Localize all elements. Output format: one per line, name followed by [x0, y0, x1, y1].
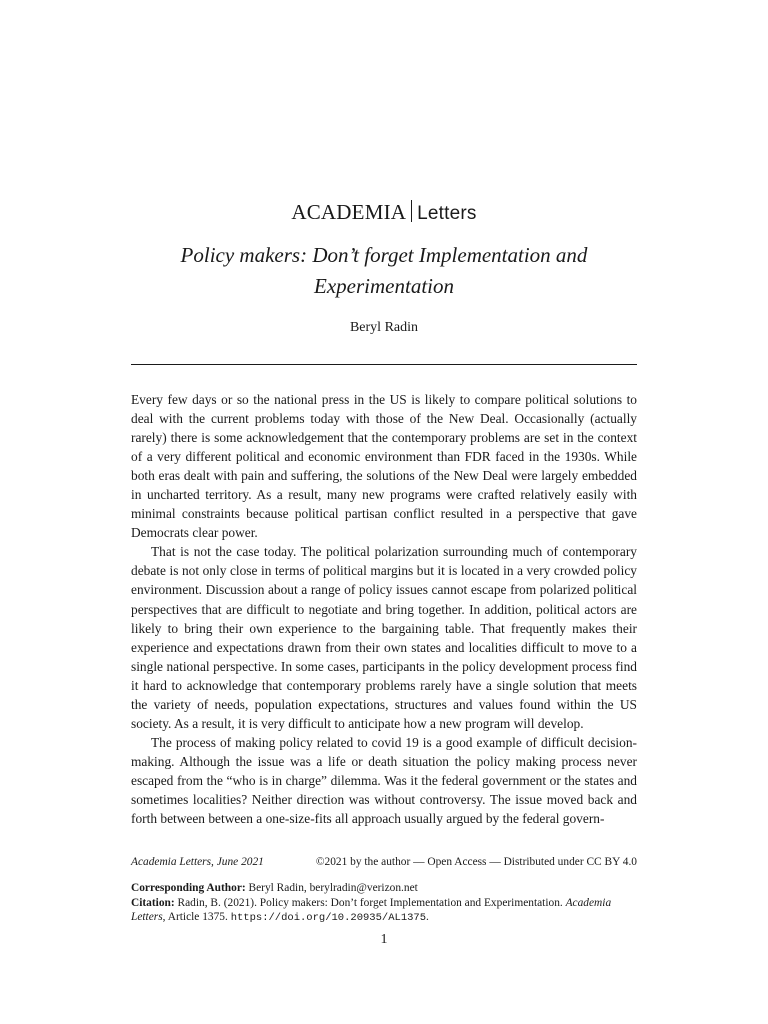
page-number: 1	[380, 932, 388, 947]
journal-header	[0, 199, 768, 227]
citation-label: Citation:	[131, 896, 175, 909]
body-text	[131, 390, 637, 828]
title-rule	[131, 364, 637, 365]
paragraph: Every few days or so the national press in the US is likely to compare political solutions to deal with the current problems today with those of the New Deal. Occasionally (actually rarely) there is some acknowledgement that the contemporary problems are set in the context of a very different political and economic environment than FDR faced in the 1930s. While both eras dealt with pain and suffering, the solutions of the New Deal were largely embedded in uncharted territory. As a result, many new programs were crafted relatively easily with minimal constraints because political partisan conflict resulted in a perspective that gave Democrats clear power.	[131, 392, 637, 541]
citation-journal: Academia Letters	[131, 896, 612, 923]
corresponding-author	[131, 881, 637, 896]
author-name: Beryl Radin	[349, 320, 419, 335]
journal-name: ACADEMIA	[291, 200, 407, 224]
footer-journal-date: Academia Letters, June 2021	[131, 856, 264, 868]
citation-article: , Article 1375.	[162, 911, 228, 923]
paragraph: The process of making policy related to covid 19 is a good example of difficult decision-making. Although the issue was a life or death situation the policy making process never escaped from the “who is in charge” dilemma. Was it the federal government or the states and sometimes localities? Neither direction was without controversy. The issue moved back and forth between between a one-size-fits all approach usually argued by the federal govern-	[131, 734, 637, 827]
corresponding-value: Beryl Radin, berylradin@verizon.net	[248, 882, 418, 894]
footer-license: ©2021 by the author — Open Access — Distributed under CC BY 4.0	[315, 856, 637, 868]
citation-doi-link[interactable]: https://doi.org/10.20935/AL1375	[230, 912, 427, 924]
article-meta	[131, 881, 637, 926]
paper-title: Policy makers: Don’t forget Implementation and Experimentation	[180, 243, 588, 298]
header-divider	[411, 200, 412, 222]
journal-section: Letters	[417, 203, 477, 224]
citation	[131, 896, 637, 926]
corresponding-label: Corresponding Author:	[131, 882, 246, 894]
citation-end: .	[426, 911, 429, 923]
citation-text: Radin, B. (2021). Policy makers: Don’t forget Implementation and Experimentation.	[177, 896, 563, 909]
paragraph: That is not the case today. The political polarization surrounding much of contemporary debate is not only close in terms of political margins but it is located in a very crowded policy environment. Discussion about a range of policy issues cannot escape from polarized political perspectives that are difficult to negotiate and bring together. In addition, political actors are likely to bring their own experience to the bargaining table. That frequently makes their experience and expectations drawn from their own states and localities difficult to move to a single national perspective. In some cases, participants in the policy development process find it hard to acknowledge that contemporary problems rarely have a single solution that meets the variety of needs, population expectations, structures and values found within the US society. As a result, it is very difficult to anticipate how a new program will develop.	[131, 544, 637, 731]
page-footer	[131, 855, 637, 870]
